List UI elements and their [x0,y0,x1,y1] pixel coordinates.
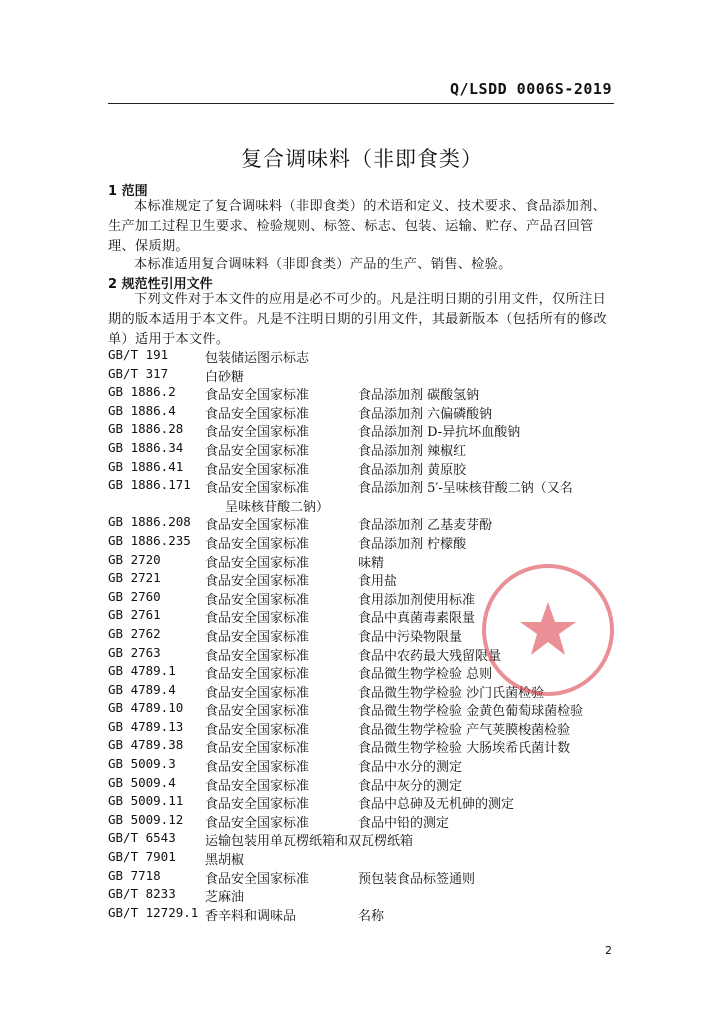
reference-category: 食品安全国家标准 [205,871,310,887]
reference-category: 食品安全国家标准 [205,815,310,831]
reference-category: 食品安全国家标准 [205,462,310,478]
document-title: 复合调味料（非即食类） [241,147,483,171]
reference-code: GB 5009.11 [108,793,184,809]
reference-category: 食品安全国家标准 [205,611,310,627]
reference-title: 食品添加剂 黄原胶 [358,462,467,478]
reference-row [108,514,628,533]
reference-code: GB/T 191 [108,347,169,362]
reference-category: 食品安全国家标准 [205,760,310,776]
reference-title: 食品微生物学检验 大肠埃希氏菌计数 [358,741,571,757]
reference-code: GB 5009.12 [108,811,184,827]
reference-category: 食品安全国家标准 [205,481,310,497]
reference-row [108,533,628,552]
reference-category: 食品安全国家标准 [205,722,310,738]
reference-code: GB 1886.4 [108,402,176,418]
reference-title: 食品添加剂 碳酸氢钠 [358,388,480,404]
reference-title: 食用添加剂使用标准 [358,592,476,608]
reference-category: 运输包装用单瓦楞纸箱和双瓦楞纸箱 [205,834,414,850]
scope-paragraph-1: 本标准规定了复合调味料（非即食类）的术语和定义、技术要求、食品添加剂、生产加工过程卫生要求、检验规则、标签、标志、包装、运输、贮存、产品召回管理、保质期。 [108,199,607,254]
reference-row [108,421,628,440]
reference-title: 食品中真菌毒素限量 [358,611,476,627]
reference-row [108,775,628,794]
reference-row [108,700,628,719]
header-rule [108,103,614,104]
reference-code: GB/T 12729.1 [108,904,199,920]
reference-title: 食品中灰分的测定 [358,778,463,794]
reference-code: GB/T 317 [108,365,169,381]
references-intro-paragraph: 下列文件对于本文件的应用是必不可少的。凡是注明日期的引用文件，仅所注日期的版本适用于本文件。凡是不注明日期的引用文件，其最新版本（包括所有的修改单）适用于本文件。 [108,292,608,347]
reference-category: 食品安全国家标准 [205,443,310,459]
reference-code: GB 2761 [108,607,161,623]
reference-category: 食品安全国家标准 [205,741,310,757]
reference-title: 食品微生物学检验 总则 [358,667,493,683]
reference-code: GB 1886.208 [108,514,191,530]
reference-title: 食品中水分的测定 [358,760,463,776]
reference-code: GB 1886.171 [108,477,191,493]
reference-code: GB 4789.4 [108,681,176,697]
company-seal-stamp [478,560,618,700]
reference-row [108,793,628,812]
reference-category: 香辛料和调味品 [205,908,297,924]
reference-category: 食品安全国家标准 [205,592,310,608]
reference-code: GB/T 8233 [108,886,176,902]
reference-code: GB 5009.4 [108,774,176,790]
reference-row [108,384,628,403]
reference-row [108,830,628,849]
reference-title: 味精 [358,555,385,571]
reference-row [108,849,628,868]
reference-category: 食品安全国家标准 [205,667,310,683]
reference-category: 食品安全国家标准 [205,704,310,720]
reference-row [108,440,628,459]
reference-code: GB/T 6543 [108,830,176,846]
reference-title: 食品中总砷及无机砷的测定 [358,797,515,813]
reference-title: 食品微生物学检验 金黄色葡萄球菌检验 [358,704,584,720]
reference-row [108,737,628,756]
reference-category: 食品安全国家标准 [205,648,310,664]
reference-row [108,905,628,924]
reference-title: 食品添加剂 乙基麦芽酚 [358,518,493,534]
reference-code: GB 1886.2 [108,384,176,400]
reference-category: 食品安全国家标准 [205,388,310,404]
page-number: 2 [605,944,612,957]
reference-code: GB 2763 [108,644,161,660]
reference-row [108,366,628,385]
reference-category: 芝麻油 [205,890,245,906]
reference-title: 食品添加剂 柠檬酸 [358,536,467,552]
reference-code: GB 7718 [108,867,161,883]
reference-code: GB/T 7901 [108,849,176,865]
reference-category: 食品安全国家标准 [205,574,310,590]
reference-row [108,868,628,887]
reference-code: GB 2721 [108,570,161,586]
reference-title: 食品添加剂 D-异抗坏血酸钠 [358,425,521,441]
standard-code: Q/LSDD 0006S-2019 [449,80,612,98]
reference-title: 食品中污染物限量 [358,629,463,645]
section-heading-scope: 1 范围 [108,184,148,199]
seal-star [520,602,576,655]
reference-title: 预包装食品标签通则 [358,871,476,887]
reference-continuation: 呈味核苷酸二钠） [225,499,330,515]
reference-code: GB 2762 [108,625,161,641]
reference-category: 食品安全国家标准 [205,406,310,422]
reference-title: 名称 [358,908,385,924]
reference-code: GB 4789.10 [108,700,184,716]
reference-code: GB 4789.1 [108,663,176,679]
reference-row [108,347,628,366]
reference-category: 包装储运图示标志 [205,351,310,366]
reference-code: GB 1886.235 [108,532,191,548]
reference-code: GB 1886.41 [108,458,184,474]
reference-category: 食品安全国家标准 [205,629,310,645]
reference-category: 食品安全国家标准 [205,555,310,571]
reference-title: 食品中铅的测定 [358,815,450,831]
reference-category: 食品安全国家标准 [205,518,310,534]
reference-code: GB 2720 [108,551,161,567]
reference-code: GB 4789.38 [108,737,184,753]
section-heading-references: 2 规范性引用文件 [108,277,213,292]
reference-title: 食品添加剂 5′-呈味核苷酸二钠（又名 [358,481,573,497]
scope-paragraph-2: 本标准适用复合调味料（非即食类）产品的生产、销售、检验。 [134,257,512,272]
reference-code: GB 2760 [108,588,161,604]
reference-code: GB 1886.28 [108,421,184,437]
reference-title: 食品添加剂 六偏磷酸钠 [358,406,493,422]
reference-category: 食品安全国家标准 [205,425,310,441]
reference-code: GB 4789.13 [108,718,184,734]
reference-category: 食品安全国家标准 [205,536,310,552]
reference-title: 食品添加剂 辣椒红 [358,443,467,459]
reference-row [108,403,628,422]
reference-category: 食品安全国家标准 [205,778,310,794]
reference-category: 食品安全国家标准 [205,797,310,813]
reference-category: 白砂糖 [205,369,245,385]
reference-row [108,756,628,775]
reference-row [108,812,628,831]
reference-row [108,496,628,515]
reference-title: 食品微生物学检验 沙门氏菌检验 [358,685,545,701]
reference-row [108,477,628,496]
reference-row [108,719,628,738]
reference-category: 黑胡椒 [205,853,245,869]
reference-code: GB 5009.3 [108,756,176,772]
reference-title: 食品微生物学检验 产气荚膜梭菌检验 [358,722,571,738]
reference-code: GB 1886.34 [108,439,184,455]
reference-row [108,459,628,478]
reference-title: 食用盐 [358,574,398,590]
reference-title: 食品中农药最大残留限量 [358,648,502,664]
reference-row [108,886,628,905]
reference-category: 食品安全国家标准 [205,685,310,701]
